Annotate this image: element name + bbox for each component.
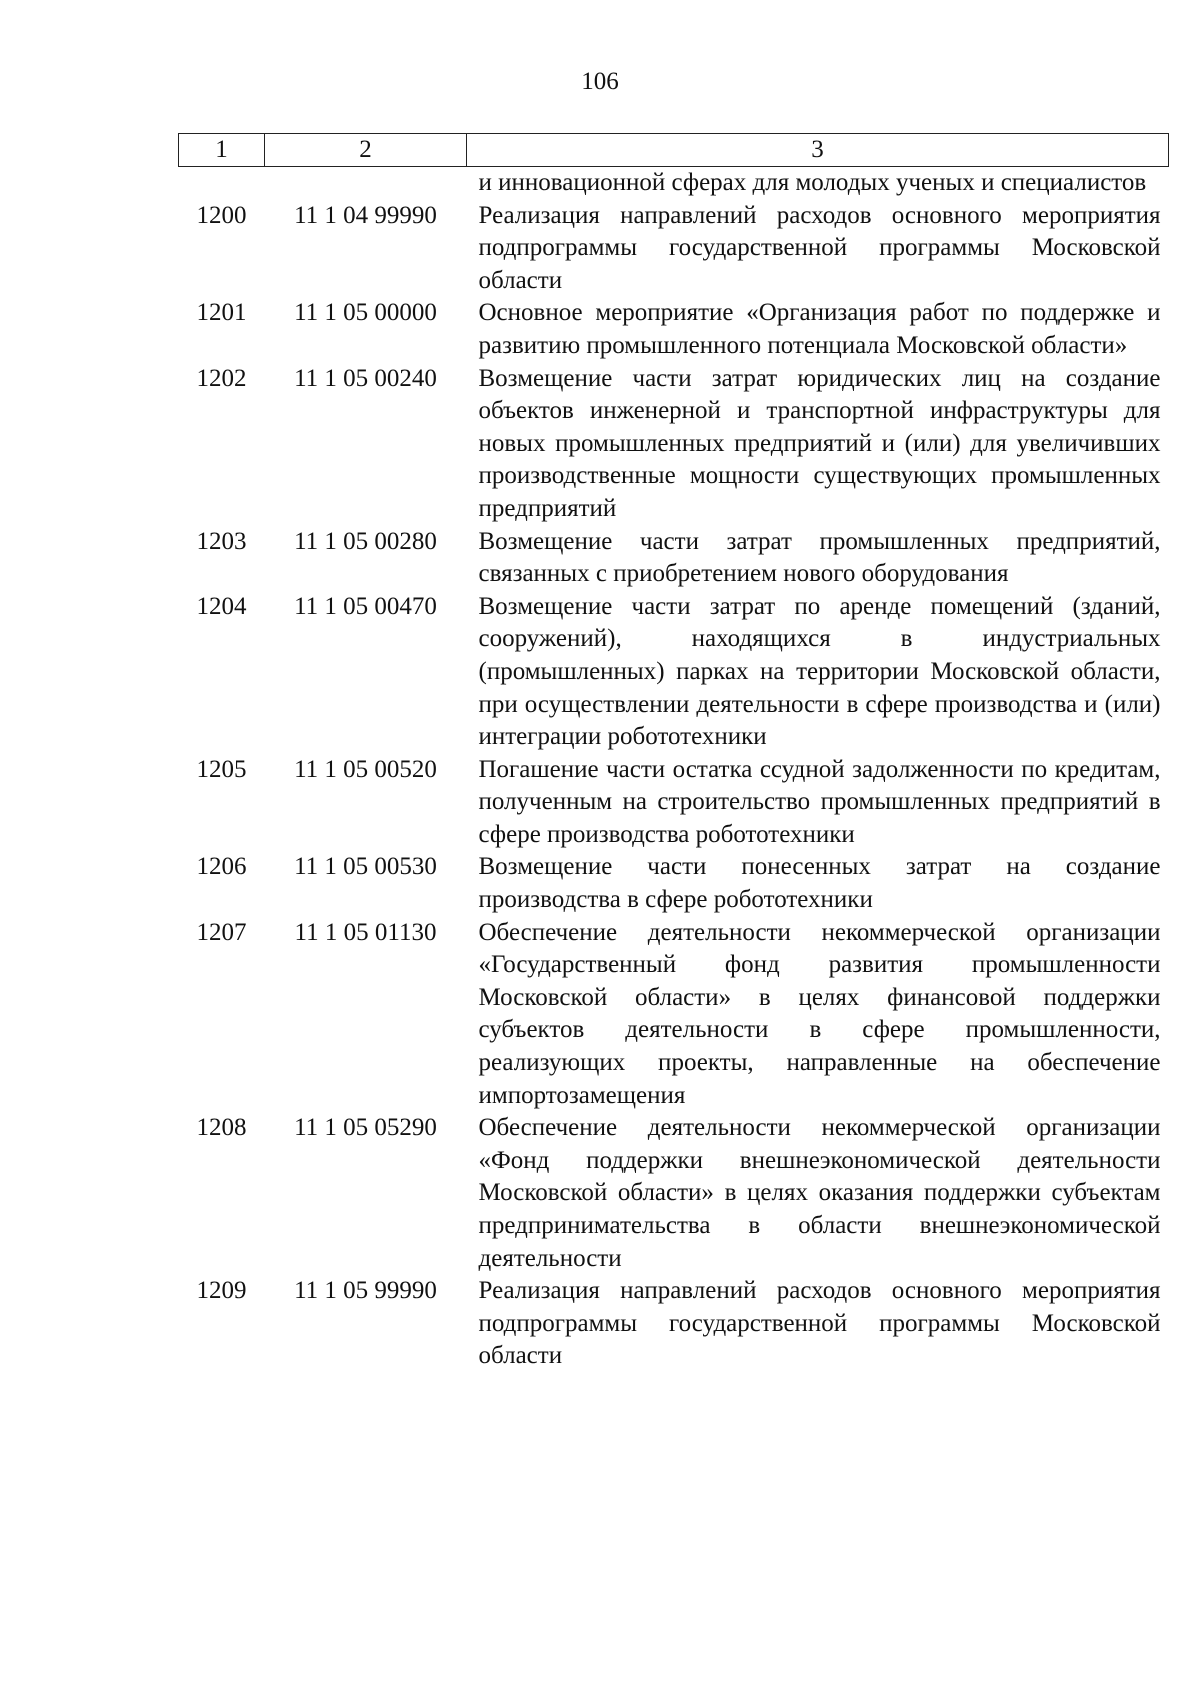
row-number: 1201 <box>196 299 247 327</box>
row-code: 11 1 05 00530 <box>294 853 437 881</box>
table-row <box>179 917 1169 1113</box>
row-code <box>265 167 467 200</box>
row-description: и инновационной сферах для молодых ученых и специалистов <box>478 169 1147 196</box>
table-row <box>179 591 1169 754</box>
table-row-continuation <box>179 167 1169 200</box>
row-code: 11 1 04 99990 <box>294 201 437 229</box>
table-row <box>179 297 1169 362</box>
row-number <box>179 167 265 200</box>
table-row <box>179 200 1169 298</box>
row-code: 11 1 05 00470 <box>294 592 437 620</box>
row-description: Возмещение части понесенных затрат на создание производства в сфере робототехники <box>478 853 1161 914</box>
row-code: 11 1 05 00280 <box>294 527 437 555</box>
row-code: 11 1 05 00240 <box>294 364 437 392</box>
table-row <box>179 1275 1169 1373</box>
row-number: 1209 <box>196 1277 247 1305</box>
row-description: Возмещение части затрат по аренде помещений (зданий, сооружений), находящихся в индустриальных (промышленных) парках на территории Московской области, при осуществлении деятельности в сфере производства и (или) интеграции робототехники <box>478 592 1161 751</box>
table-row <box>179 851 1169 916</box>
table-row <box>179 754 1169 852</box>
column-header-2: 2 <box>265 134 467 167</box>
row-code: 11 1 05 01130 <box>294 918 437 946</box>
table-row <box>179 363 1169 526</box>
row-description: Реализация направлений расходов основного мероприятия подпрограммы государственной программы Московской области <box>478 201 1161 294</box>
table-header-row <box>179 134 1169 167</box>
row-description: Возмещение части затрат промышленных предприятий, связанных с приобретением нового оборудования <box>478 527 1161 588</box>
row-description: Основное мероприятие «Организация работ по поддержке и развитию промышленного потенциала Московской области» <box>478 299 1161 359</box>
row-description: Реализация направлений расходов основного мероприятия подпрограммы государственной программы Московской области <box>478 1277 1161 1370</box>
row-number: 1205 <box>196 755 247 783</box>
row-number: 1208 <box>196 1114 247 1142</box>
row-description: Возмещение части затрат юридических лиц на создание объектов инженерной и транспортной инфраструктуры для новых промышленных предприятий и (или) для увеличивших производственные мощности существующих промышленных предприятий <box>478 364 1161 522</box>
column-header-3: 3 <box>467 134 1169 167</box>
row-code: 11 1 05 00520 <box>294 755 437 783</box>
row-number: 1204 <box>196 592 247 620</box>
budget-classification-table <box>178 133 1169 1373</box>
row-number: 1206 <box>196 853 247 881</box>
table-row <box>179 1112 1169 1275</box>
row-number: 1202 <box>196 364 247 392</box>
page-number: 106 <box>581 68 619 95</box>
row-code: 11 1 05 99990 <box>294 1277 437 1305</box>
row-description: Погашение части остатка ссудной задолженности по кредитам, полученным на строительство промышленных предприятий в сфере производства робототехники <box>478 755 1161 848</box>
row-description: Обеспечение деятельности некоммерческой организации «Государственный фонд развития промышленности Московской области» в целях финансовой поддержки субъектов деятельности в сфере промышленности, реализующих проекты, направленные на обеспечение импортозамещения <box>478 918 1161 1109</box>
row-number: 1200 <box>196 201 247 229</box>
column-header-1: 1 <box>179 134 265 167</box>
row-number: 1203 <box>196 527 247 555</box>
row-description: Обеспечение деятельности некоммерческой организации «Фонд поддержки внешнеэкономической деятельности Московской области» в целях оказания поддержки субъектам предпринимательства в области внешнеэкономической деятельности <box>478 1114 1161 1272</box>
row-number: 1207 <box>196 918 247 946</box>
row-code: 11 1 05 00000 <box>294 299 437 327</box>
row-code: 11 1 05 05290 <box>294 1114 437 1142</box>
table-row <box>179 526 1169 591</box>
